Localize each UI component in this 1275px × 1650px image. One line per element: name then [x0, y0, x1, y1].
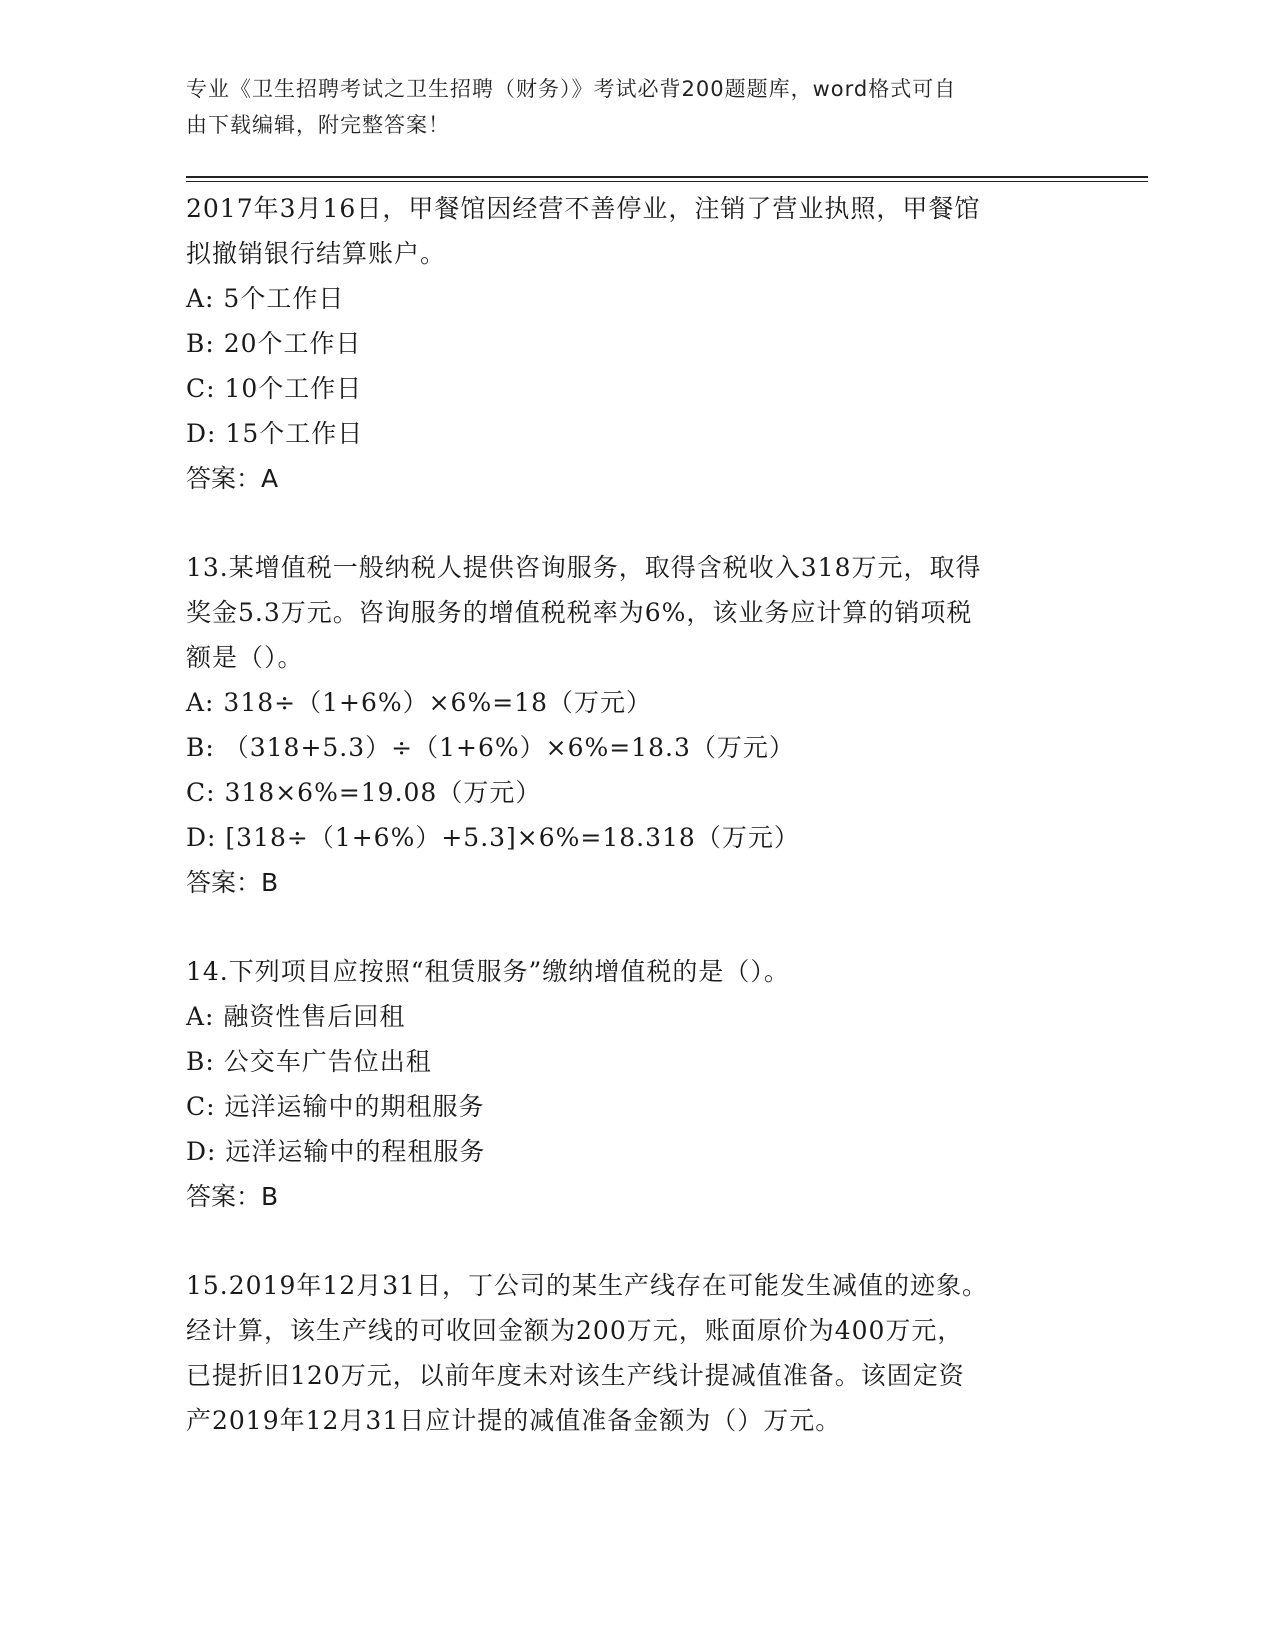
- question-stem-line: 奖金5.3万元。咨询服务的增值税税率为6%，该业务应计算的销项税: [186, 598, 973, 627]
- header-line-2: 由下载编辑，附完整答案！: [186, 113, 450, 137]
- question-12: [186, 186, 1086, 501]
- option-c: C: 318×6%=19.08（万元）: [186, 778, 542, 807]
- question-stem-line: 13.某增值税一般纳税人提供咨询服务，取得含税收入318万元，取得: [186, 553, 982, 582]
- spacer: [186, 905, 1086, 949]
- option-c: C: 10个工作日: [186, 374, 363, 403]
- question-stem-line: 14.下列项目应按照“租赁服务”缴纳增值税的是（）。: [186, 957, 790, 986]
- question-14: [186, 949, 1086, 1219]
- option-b: B: （318+5.3）÷（1+6%）×6%=18.3（万元）: [186, 733, 795, 762]
- option-d: D: 远洋运输中的程租服务: [186, 1137, 486, 1166]
- header-divider-thin: [186, 181, 1148, 182]
- question-stem-line: 产2019年12月31日应计提的减值准备金额为（）万元。: [186, 1406, 842, 1435]
- question-stem-line: 经计算，该生产线的可收回金额为200万元，账面原价为400万元，: [186, 1316, 964, 1345]
- question-stem-line: 额是（）。: [186, 643, 304, 672]
- answer-line: 答案：B: [186, 1182, 279, 1211]
- header-line-1: 专业《卫生招聘考试之卫生招聘（财务）》考试必背200题题库，word格式可自: [186, 77, 957, 101]
- question-15: [186, 1263, 1086, 1443]
- question-stem-line: 2017年3月16日，甲餐馆因经营不善停业，注销了营业执照，甲餐馆: [186, 194, 981, 223]
- option-a: A: 5个工作日: [186, 284, 345, 313]
- question-stem-line: 拟撤销银行结算账户。: [186, 239, 447, 268]
- option-a: A: 318÷（1+6%）×6%=18（万元）: [186, 688, 652, 717]
- question-list: [186, 186, 1086, 1443]
- option-b: B: 20个工作日: [186, 329, 362, 358]
- document-header: [186, 71, 1066, 143]
- option-d: D: [318÷（1+6%）+5.3]×6%=18.318（万元）: [186, 823, 800, 852]
- header-divider-thick: [186, 176, 1148, 178]
- spacer: [186, 501, 1086, 545]
- option-d: D: 15个工作日: [186, 419, 364, 448]
- option-b: B: 公交车广告位出租: [186, 1047, 432, 1076]
- answer-line: 答案：B: [186, 868, 279, 897]
- question-stem-line: 已提折旧120万元，以前年度未对该生产线计提减值准备。该固定资: [186, 1361, 965, 1390]
- question-13: [186, 545, 1086, 905]
- option-c: C: 远洋运输中的期租服务: [186, 1092, 485, 1121]
- question-stem-line: 15.2019年12月31日，丁公司的某生产线存在可能发生减值的迹象。: [186, 1271, 989, 1300]
- option-a: A: 融资性售后回租: [186, 1002, 406, 1031]
- spacer: [186, 1219, 1086, 1263]
- answer-line: 答案：A: [186, 464, 279, 493]
